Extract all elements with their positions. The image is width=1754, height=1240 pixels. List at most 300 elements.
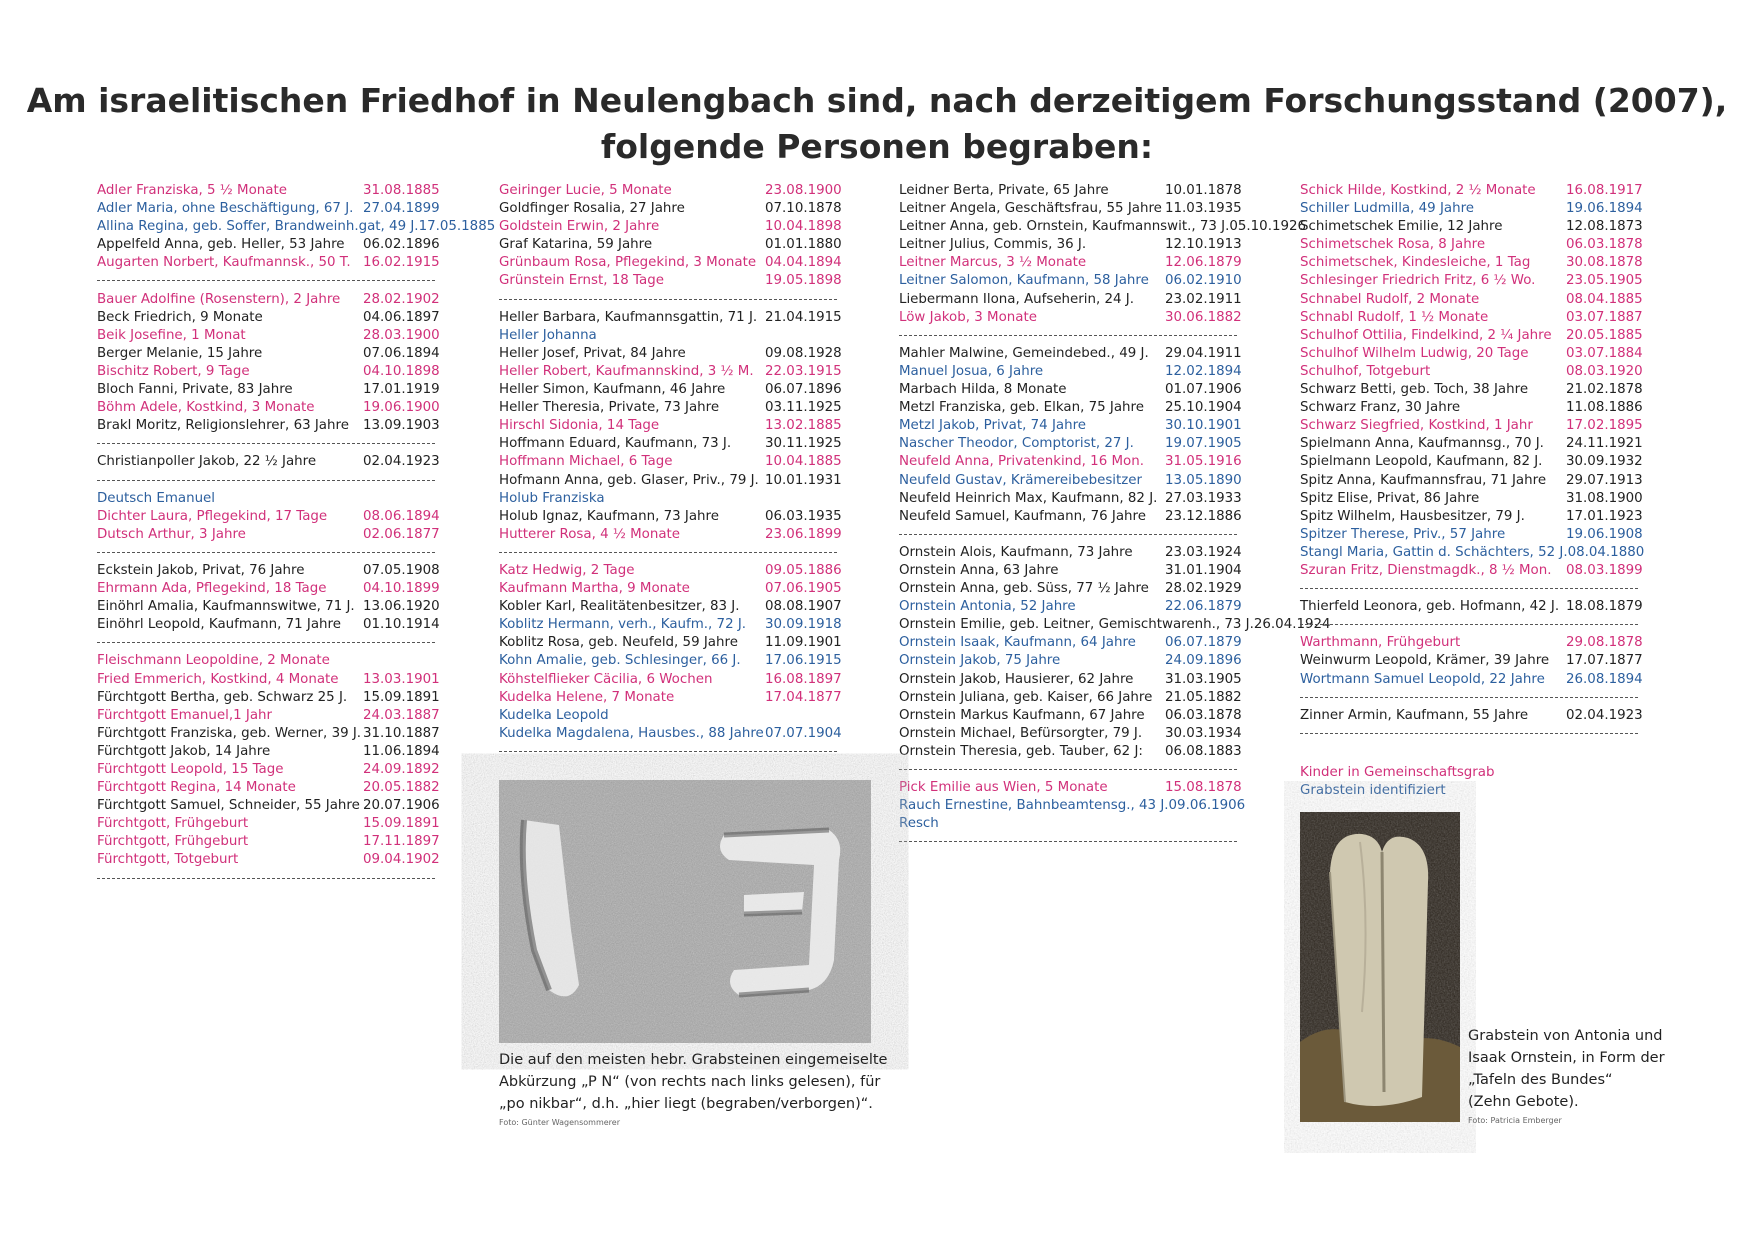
entry-name: Holub Franziska [499,490,605,506]
entry-date: 06.02.1910 [1165,273,1242,289]
entry-date: 16.08.1897 [765,671,842,687]
burial-entry [1300,182,1643,200]
entry-date: 04.04.1894 [765,255,842,271]
entry-date: 17.11.1897 [363,834,440,850]
burial-entry [97,363,440,381]
entry-date: 18.08.1879 [1566,599,1643,615]
burial-entry [899,309,1242,327]
entry-name: Liebermann Ilona, Aufseherin, 24 J. [899,291,1135,307]
burial-entry [899,490,1242,508]
entry-name: Schnabel Rudolf, 2 Monate [1300,291,1480,307]
burial-entry [1300,453,1643,471]
entry-date: 20.05.1882 [363,780,440,796]
entry-date: 04.06.1897 [363,309,440,325]
entry-name: Einöhrl Amalia, Kaufmannswitwe, 71 J. [97,599,355,615]
entry-name: Spielmann Anna, Kaufmannsg., 70 J. [1300,436,1544,452]
entry-name: Leitner Salomon, Kaufmann, 58 Jahre [899,273,1149,289]
entry-name: Spitz Anna, Kaufmannsfrau, 71 Jahre [1300,472,1547,488]
entry-date: 09.08.1928 [765,345,842,361]
entry-date: 16.08.1917 [1566,183,1643,198]
burial-entry [499,218,842,236]
burial-list-column-4 [1300,182,1645,743]
entry-name: Hofmann Anna, geb. Glaser, Priv., 79 J. [499,472,759,488]
entry-date: 22.03.1915 [765,363,842,379]
entry-name: Heller Theresia, Private, 73 Jahre [499,400,720,416]
entry-date [765,327,837,345]
entry-date: 23.02.1911 [1165,291,1242,307]
burial-entry [499,725,842,743]
entry-name: Resch [899,816,939,832]
burial-entry [499,309,842,327]
entry-name: Leidner Berta, Private, 65 Jahre [899,183,1109,198]
burial-entry [1300,218,1643,236]
entry-date: 21.02.1878 [1566,382,1643,398]
burial-entry [899,779,1242,797]
burial-entry [899,218,1307,236]
burial-entry [97,200,440,218]
entry-name: Einöhrl Leopold, Kaufmann, 71 Jahre [97,617,341,633]
entry-name: Ornstein Isaak, Kaufmann, 64 Jahre [899,635,1136,651]
burial-entry [899,562,1242,580]
entry-name: Allina Regina, geb. Soffer, Brandweinh.gat, 49 J. [97,219,419,235]
entry-name: Spitz Wilhelm, Hausbesitzer, 79 J. [1300,508,1525,524]
burial-list-column-3 [899,182,1331,851]
entry-date: 17.06.1915 [765,653,842,669]
burial-entry [499,182,842,200]
entry-date: 07.06.1905 [765,581,842,597]
entry-name: Kaufmann Martha, 9 Monate [499,581,690,597]
entry-name: Schulhof Wilhelm Ludwig, 20 Tage [1300,345,1529,361]
entry-name: Neufeld Gustav, Krämereibebesitzer [899,472,1143,488]
entry-name: Ornstein Anna, 63 Jahre [899,562,1059,578]
entry-date: 21.04.1915 [765,309,842,325]
entry-date: 01.10.1914 [363,617,440,633]
entry-date: 30.08.1878 [1566,255,1643,271]
burial-entry [1300,272,1643,290]
entry-name: Fürchtgott Emanuel,1 Jahr [97,707,273,723]
entry-name: Kudelka Helene, 7 Monate [499,689,675,705]
entry-date: 08.06.1894 [363,508,440,524]
entry-date: 12.02.1894 [1165,363,1242,379]
burial-entry [97,453,440,471]
entry-name: Heller Barbara, Kaufmannsgattin, 71 J. [499,309,758,325]
burial-entry [899,652,1242,670]
entry-name: Hoffmann Michael, 6 Tage [499,454,673,470]
burial-entry [899,291,1242,309]
entry-date: 07.07.1904 [765,725,842,741]
entry-name: Adler Maria, ohne Beschäftigung, 67 J. [97,201,354,217]
entry-date: 31.01.1904 [1165,562,1242,578]
burial-entry [899,254,1242,272]
dashed-separator [97,472,435,490]
entry-name: Kobler Karl, Realitätenbesitzer, 83 J. [499,599,740,615]
entry-date: 15.08.1878 [1165,780,1242,796]
caption-line: Grabstein von Antonia und [1468,1028,1663,1044]
burial-entry [1300,254,1643,272]
entry-name: Fürchtgott Franziska, geb. Werner, 39 J. [97,725,362,741]
entry-date: 23.12.1886 [1165,508,1242,524]
entry-name: Kudelka Magdalena, Hausbes., 88 Jahre [499,725,764,741]
burial-entry [1300,671,1643,689]
burial-entry [97,725,440,743]
burial-entry [97,327,440,345]
burial-entry [499,345,842,363]
burial-entry [899,598,1242,616]
entry-date: 12.08.1873 [1566,219,1643,235]
entry-date: 24.09.1896 [1165,653,1242,669]
entry-name: Fürchtgott Leopold, 15 Tage [97,762,284,777]
dashed-separator [97,544,435,562]
burial-entry [97,707,440,725]
burial-entry [499,598,842,616]
dashed-separator [1300,725,1638,743]
entry-date: 19.07.1905 [1165,436,1242,452]
entry-name: Schick Hilde, Kostkind, 2 ½ Monate [1300,183,1536,198]
gravestone-photo-caption [1468,1025,1708,1113]
entry-date: 23.08.1900 [765,183,842,198]
burial-entry [499,381,842,399]
burial-entry [899,544,1242,562]
entry-name: Ornstein Michael, Befürsorgter, 79 J. [899,725,1143,741]
burial-entry [899,634,1242,652]
burial-entry [97,761,440,779]
entry-date: 11.06.1894 [363,743,440,759]
entry-date: 06.08.1883 [1165,743,1242,759]
burial-entry [1300,399,1643,417]
burial-entry [899,580,1242,598]
entry-date: 31.05.1916 [1165,454,1242,470]
burial-entry [499,652,842,670]
entry-name: Köhstelflieker Cäcilia, 6 Wochen [499,671,713,687]
entry-date [1165,815,1237,833]
entry-name: Hutterer Rosa, 4 ½ Monate [499,526,681,542]
burial-entry [97,309,440,327]
burial-entry [97,689,440,707]
entry-date: 08.08.1907 [765,599,842,615]
entry-name: Fried Emmerich, Kostkind, 4 Monate [97,671,339,687]
burial-entry [97,291,440,309]
tablets-gravestone-image [1300,812,1460,1122]
dashed-separator [899,526,1237,544]
entry-date: 06.03.1935 [765,508,842,524]
dashed-separator [499,544,837,562]
entry-name: Eckstein Jakob, Privat, 76 Jahre [97,562,305,578]
burial-entry [899,508,1242,526]
entry-date: 08.04.1880 [1567,544,1645,560]
entry-date: 23.06.1899 [765,526,842,542]
entry-date: 27.04.1899 [363,201,440,217]
dashed-separator [97,435,435,453]
entry-date: 17.01.1919 [363,382,440,398]
entry-date: 09.06.1906 [1168,798,1246,814]
burial-entry [899,616,1331,634]
entry-date: 29.07.1913 [1566,472,1643,488]
entry-date: 07.10.1878 [765,201,842,217]
burial-entry [499,580,842,598]
entry-date: 19.06.1894 [1566,201,1643,217]
entry-date: 12.10.1913 [1165,237,1242,253]
entry-date: 15.09.1891 [363,816,440,832]
entry-date: 10.01.1878 [1165,183,1242,198]
burial-entry [499,435,842,453]
entry-name: Spitz Elise, Privat, 86 Jahre [1300,490,1480,506]
entry-date: 08.03.1899 [1566,562,1643,578]
entry-name: Fürchtgott Regina, 14 Monate [97,780,296,796]
entry-date [765,490,837,508]
burial-entry [899,689,1242,707]
burial-entry [97,616,440,634]
entry-date: 26.04.1924 [1253,617,1331,633]
entry-name: Schimetschek Emilie, 12 Jahre [1300,219,1503,235]
burial-entry [1300,435,1643,453]
entry-date: 22.06.1879 [1165,599,1242,615]
entry-name: Neufeld Heinrich Max, Kaufmann, 82 J. [899,490,1158,506]
burial-entry [499,508,842,526]
dashed-separator [97,634,435,652]
entry-name: Pick Emilie aus Wien, 5 Monate [899,780,1108,796]
entry-date [363,490,435,508]
entry-name: Szuran Fritz, Dienstmagdk., 8 ½ Mon. [1300,562,1552,578]
entry-date: 30.06.1882 [1165,309,1242,325]
burial-entry [899,381,1242,399]
burial-entry [97,851,440,869]
entry-name: Goldstein Erwin, 2 Jahre [499,219,660,235]
burial-entry [899,236,1242,254]
burial-entry [899,707,1242,725]
burial-entry [899,363,1242,381]
entry-name: Heller Josef, Privat, 84 Jahre [499,345,686,361]
entry-name: Augarten Norbert, Kaufmannsk., 50 T. [97,255,351,271]
entry-name: Grünbaum Rosa, Pflegekind, 3 Monate [499,255,757,271]
burial-entry [97,381,440,399]
entry-date: 20.07.1906 [363,798,440,814]
entry-date [363,652,435,670]
caption-line: „Tafeln des Bundes“ [1468,1072,1613,1088]
burial-entry [1300,236,1643,254]
burial-entry [1300,562,1643,580]
entry-date: 10.04.1898 [765,219,842,235]
burial-entry [899,743,1242,761]
entry-date: 11.09.1901 [765,635,842,651]
burial-entry [499,707,837,725]
entry-date: 15.09.1891 [363,689,440,705]
burial-entry [1300,327,1643,345]
entry-date: 31.03.1905 [1165,671,1242,687]
entry-date: 24.11.1921 [1566,436,1643,452]
entry-name: Fürchtgott, Frühgeburt [97,816,249,832]
entry-name: Fleischmann Leopoldine, 2 Monate [97,653,330,669]
legend-children-communal-grave: Kinder in Gemeinschaftsgrab [1300,765,1495,780]
burial-entry [97,815,440,833]
burial-entry [499,472,842,490]
entry-date: 06.07.1896 [765,382,842,398]
entry-name: Fürchtgott Jakob, 14 Jahre [97,743,271,759]
entry-date: 06.07.1879 [1165,635,1242,651]
caption-line: (Zehn Gebote). [1468,1094,1579,1110]
burial-entry [499,399,842,417]
dashed-separator [97,870,435,888]
inscription-photo-caption [499,1049,939,1115]
burial-entry [97,652,435,670]
burial-entry [1300,707,1643,725]
entry-name: Heller Robert, Kaufmannskind, 3 ½ M. [499,363,754,379]
entry-name: Zinner Armin, Kaufmann, 55 Jahre [1300,707,1529,723]
burial-entry [1300,291,1643,309]
entry-date [765,707,837,725]
burial-entry [1300,526,1643,544]
dashed-separator [499,743,837,761]
entry-name: Schwarz Franz, 30 Jahre [1300,400,1461,416]
burial-entry [1300,417,1643,435]
entry-date: 20.05.1885 [1566,327,1643,343]
entry-name: Appelfeld Anna, geb. Heller, 53 Jahre [97,237,345,253]
entry-date: 24.03.1887 [363,707,440,723]
entry-date: 23.05.1905 [1566,273,1643,289]
entry-name: Holub Ignaz, Kaufmann, 73 Jahre [499,508,719,524]
entry-name: Grünstein Ernst, 18 Tage [499,273,664,289]
entry-date: 24.09.1892 [363,762,440,777]
entry-date: 21.05.1882 [1165,689,1242,705]
entry-name: Heller Johanna [499,327,597,343]
burial-entry [499,616,842,634]
entry-date: 06.03.1878 [1165,707,1242,723]
entry-name: Marbach Hilda, 8 Monate [899,382,1067,398]
entry-date: 01.01.1880 [765,237,842,253]
entry-name: Fürchtgott, Totgeburt [97,852,239,868]
burial-list-column-2 [499,182,842,761]
burial-entry [499,490,837,508]
entry-name: Spitzer Therese, Priv., 57 Jahre [1300,526,1506,542]
burial-entry [1300,309,1643,327]
burial-entry [97,417,440,435]
entry-date: 19.06.1900 [363,400,440,416]
burial-entry [97,833,440,851]
entry-date: 19.05.1898 [765,273,842,289]
entry-date: 29.08.1878 [1566,635,1643,651]
burial-entry [1300,472,1643,490]
entry-date: 28.02.1902 [363,291,440,307]
page-title-line-2: folgende Personen begraben: [600,127,1154,166]
burial-entry [97,743,440,761]
dashed-separator [499,291,837,309]
burial-entry [97,399,440,417]
entry-date: 07.05.1908 [363,562,440,578]
entry-name: Weinwurm Leopold, Krämer, 39 Jahre [1300,653,1550,669]
burial-entry [1300,544,1645,562]
entry-date: 30.09.1932 [1566,454,1643,470]
burial-list-column-1 [97,182,496,888]
legend-gravestone-identified: Grabstein identifiziert [1300,783,1446,798]
burial-entry [97,182,440,200]
burial-entry [97,671,440,689]
burial-entry [1300,363,1643,381]
entry-name: Bischitz Robert, 9 Tage [97,363,250,379]
entry-name: Bauer Adolfine (Rosenstern), 2 Jahre [97,291,341,307]
entry-name: Ehrmann Ada, Pflegekind, 18 Tage [97,581,327,597]
entry-name: Leitner Marcus, 3 ½ Monate [899,255,1087,271]
entry-date: 17.05.1885 [418,219,496,235]
entry-date: 17.02.1895 [1566,418,1643,434]
entry-name: Brakl Moritz, Religionslehrer, 63 Jahre [97,418,349,434]
dashed-separator [1300,616,1638,634]
burial-entry [899,200,1242,218]
entry-name: Dichter Laura, Pflegekind, 17 Tage [97,508,328,524]
burial-entry [1300,200,1643,218]
burial-entry [1300,345,1643,363]
entry-date: 13.05.1890 [1165,472,1242,488]
burial-entry [499,634,842,652]
entry-name: Adler Franziska, 5 ½ Monate [97,183,287,198]
burial-entry [899,725,1242,743]
burial-entry [97,254,440,272]
entry-name: Schimetschek, Kindesleiche, 1 Tag [1300,255,1531,271]
burial-entry [499,272,842,290]
burial-entry [97,490,435,508]
entry-date: 30.09.1918 [765,617,842,633]
entry-name: Manuel Josua, 6 Jahre [899,363,1044,379]
entry-date: 31.08.1885 [363,183,440,198]
burial-entry [499,453,842,471]
entry-name: Graf Katarina, 59 Jahre [499,237,653,253]
entry-name: Ornstein Antonia, 52 Jahre [899,599,1076,615]
caption-line: Die auf den meisten hebr. Grabsteinen eingemeiselte [499,1052,888,1068]
entry-name: Fürchtgott, Frühgeburt [97,834,249,850]
entry-date: 27.03.1933 [1165,490,1242,506]
burial-entry [499,236,842,254]
entry-date: 11.08.1886 [1566,400,1643,416]
entry-name: Löw Jakob, 3 Monate [899,309,1037,325]
entry-name: Neufeld Samuel, Kaufmann, 76 Jahre [899,508,1146,524]
entry-date: 02.04.1923 [1566,707,1643,723]
entry-name: Schimetschek Rosa, 8 Jahre [1300,237,1486,253]
entry-date: 04.10.1898 [363,363,440,379]
entry-date: 01.07.1906 [1165,382,1242,398]
entry-name: Fürchtgott Samuel, Schneider, 55 Jahre [97,798,360,814]
burial-entry [499,689,842,707]
burial-entry [499,200,842,218]
entry-date: 05.10.1926 [1229,219,1307,235]
entry-name: Mahler Malwine, Gemeindebed., 49 J. [899,345,1149,361]
entry-name: Schlesinger Friedrich Fritz, 6 ½ Wo. [1300,273,1536,289]
entry-name: Beik Josefine, 1 Monat [97,327,246,343]
burial-entry [499,417,842,435]
burial-entry [899,272,1242,290]
entry-name: Kudelka Leopold [499,707,609,723]
entry-date: 16.02.1915 [363,255,440,271]
entry-name: Christianpoller Jakob, 22 ½ Jahre [97,454,317,470]
entry-name: Metzl Jakob, Privat, 74 Jahre [899,418,1087,434]
caption-line: „po nikbar“, d.h. „hier liegt (begraben/verborgen)“. [499,1096,873,1112]
entry-name: Schulhof, Totgeburt [1300,363,1431,379]
entry-name: Rauch Ernestine, Bahnbeamtensg., 43 J. [899,798,1169,814]
page-title-line-1: Am israelitischen Friedhof in Neulengbach sind, nach derzeitigem Forschungsstand (2007), [26,81,1728,120]
burial-entry [1300,598,1643,616]
burial-entry [1300,634,1643,652]
entry-name: Koblitz Hermann, verh., Kaufm., 72 J. [499,617,747,633]
entry-name: Schwarz Betti, geb. Toch, 38 Jahre [1300,382,1529,398]
burial-entry [499,327,837,345]
burial-entry [97,797,440,815]
entry-date: 13.02.1885 [765,418,842,434]
burial-entry [97,598,440,616]
entry-date: 13.09.1903 [363,418,440,434]
entry-name: Hoffmann Eduard, Kaufmann, 73 J. [499,436,732,452]
entry-name: Katz Hedwig, 2 Tage [499,562,635,578]
burial-entry [1300,508,1643,526]
entry-name: Leitner Anna, geb. Ornstein, Kaufmannswit., 73 J. [899,219,1230,235]
entry-date: 07.06.1894 [363,345,440,361]
entry-date: 28.03.1900 [363,327,440,343]
